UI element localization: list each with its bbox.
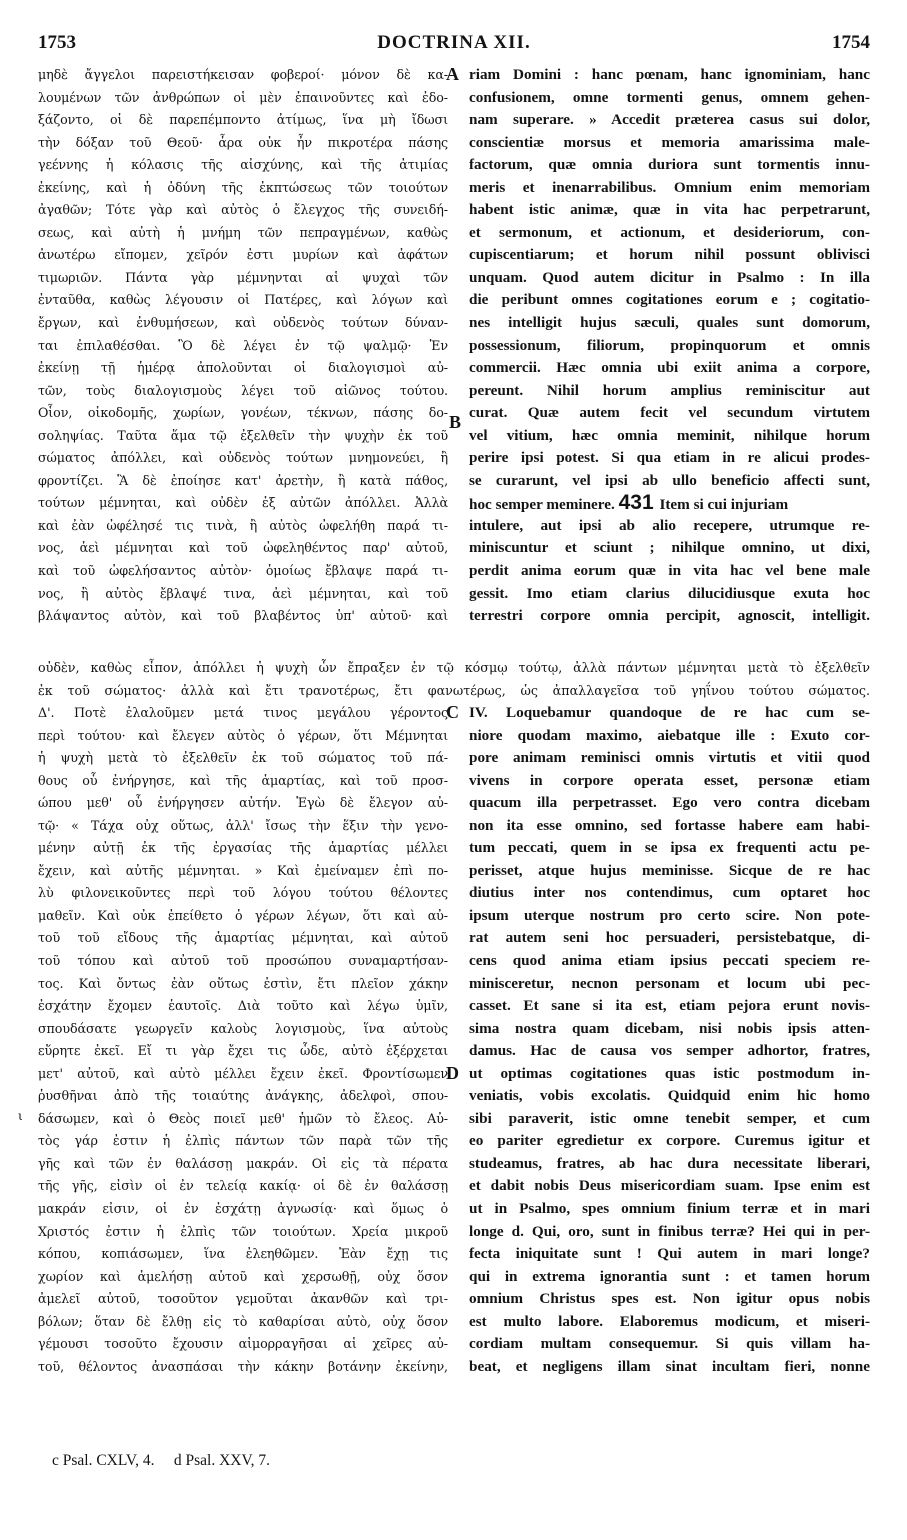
text-line: pore animam reminisci omnis virtutis et vitii quod [469,749,870,767]
section-marker-c: C [446,702,459,722]
text-line: γέμουσι τοσοῦτο ἔχουσιν αἱμορραγῆσαι αἱ χεῖρες αὐ- [38,1336,448,1352]
text-line: curat. Quæ autem fecit vel secundum virtutem [469,404,870,422]
footnote-d: d Psal. XXV, 7. [173,1452,271,1469]
text-line: φροντίζει. Ἃ δὲ ἐποίησε κατ' ἀρετὴν, ἢ κατὰ πάθος, [38,472,448,488]
latin-column-top [469,64,870,628]
text-line: habent istic animæ, quæ in vita hac perpetrarunt, [469,201,870,219]
text-line: cens quod anima etiam ipsius peccati speciem re- [469,952,870,970]
text-line: τος. Καὶ ὄντως ἐὰν οὕτως ἐστὶν, ἔτι πλεῖον χάκην [38,975,448,991]
page-number-left: 1753 [38,32,76,53]
text-line: niore quodam maximo, aiebatque ille : Exuto cor- [469,726,870,744]
text-line: τῆς γῆς, εἰσὶν οἱ ἐν τελείᾳ κακίᾳ· οἱ δὲ ἐν θαλάσσῃ [38,1178,448,1194]
text-line: χωρίον καὶ ἀμελήσῃ αὐτοῦ καὶ χερσωθῇ, οὐχ ὅσον [38,1268,448,1284]
text-line: τοῦ, θέλοντος ἀνασπάσαι τὴν κάκην βοτάνην ἐκείνην, [38,1358,448,1374]
text-line: ἡ ψυχὴ μετὰ τὸ ἐξελθεῖν ἐκ τοῦ σώματος τοῦ πά- [38,750,448,766]
text-line: et sermonum, et actionum, et desideriorum, con- [469,223,870,241]
text-line: beat, et negligens illam sinat incultam fieri, nonne [469,1357,870,1375]
text-line [469,492,870,515]
latin-column-bottom [469,702,870,1378]
text-line: minisceretur, necnon personam et locum ubi pec- [469,974,870,992]
page-mark: 431 [618,492,660,515]
text-line: fecta iniquitate sunt ! Qui autem in mari longe? [469,1245,870,1263]
text-line: studeamus, fratres, ab hac dura necessitate liberari, [469,1154,870,1172]
text-line: λουμένων τῶν ἀνθρώπων οἱ μὲν ἐπαινοῦντες καὶ ἐδο- [38,89,448,105]
section-marker-a: A [446,64,459,84]
text-line: μακράν εἰσιν, οἱ ἐν ἐσχάτῃ ἀγνωσίᾳ· καὶ ὅμως ὁ [38,1201,448,1217]
text-line: μετ' αὐτοῦ, καὶ αὐτὸ μέλλει ἔχειν ἐκεῖ. Φροντίσωμεν [38,1065,448,1081]
footnote-e: c Psal. CXLV, 4. [52,1452,155,1469]
text-line: cordiam multam consequemur. Si quis villam ha- [469,1335,870,1353]
text-line: omnium Christus spes est. Non igitur opus nobis [469,1290,870,1308]
footnotes [52,1452,652,1470]
text-line: ἐκείνῃ τῇ ἡμέρᾳ ἀπολοῦνται οἱ διαλογισμοὶ αὐ- [38,360,448,376]
text-line: τοῦ τοῦ εἴδους τῆς ἁμαρτίας μέμνηται, καὶ αὐτοῦ [38,930,448,946]
text-line: τοῦ τόπου καὶ αὐτοῦ τοῦ προσώπου συναμαρτήσαν- [38,953,448,969]
text-line: ἔργων, καὶ ἐνθυμήσεων, καὶ οὐδενὸς τούτων δύναν- [38,315,448,331]
text-line: pereunt. Nihil horum amplius reminiscitur aut [469,381,870,399]
text-line: confusionem, omne tormenti genus, omnem gehen- [469,88,870,106]
margin-mark: ι [18,1109,23,1123]
text-line: tum peccati, quem in se ipsa ex frequenti actu pe- [469,839,870,857]
text-line: γῆς καὶ τῶν ἐν θαλάσσῃ μακράν. Οἱ εἰς τὰ πέρατα [38,1155,448,1171]
text-line: ώπου μεθ' οὗ ἐνήργησεν αὐτήν. Ἐγὼ δὲ ἔλεγον αὐ- [38,795,448,811]
text-line: perisset, atque hujus meminisse. Sicque de re hac [469,861,870,879]
text-line: ipsum uterque nostrum pro certo scire. Non pote- [469,906,870,924]
text-line: τῷ· « Τάχα οὐχ οὕτως, ἀλλ' ἴσως τὴν ἕξιν τὴν γενο- [38,817,448,833]
text-line: μένην αὐτῇ ἐκ τῆς ἐργασίας τῆς ἁμαρτίας μέλλει [38,840,448,856]
text-line: intulere, aut ipsi ab alio recepere, utrumque re- [469,516,870,534]
text-line: unquam. Quod autem dicitur in Psalmo : In illa [469,268,870,286]
greek-column-bottom [38,702,448,1378]
text-line: gessit. Imo etiam clarius dilucidiusque exuta hoc [469,584,870,602]
text-line: τούτων μέμνηται, καὶ οὐδὲν ἐξ αὐτῶν ἀπόλλει. Ἀλλὰ [38,495,448,511]
text-line: terrestri corpore omnia percipit, agnoscit, intelligit. [469,607,870,625]
text-line: et dabit nobis Deus misericordiam suam. Ipse enim est [469,1177,870,1195]
text-line: qui in extrema ignorantia sunt : et tamen horum [469,1267,870,1285]
text-line: σεως, καὶ αὐτὴ ἡ μνήμη τῶν πεπραγμένων, καθὼς [38,224,448,240]
text-line: νος, ἢ αὐτὸς ἔβλαψέ τινα, ἀεὶ μέμνηται, καὶ τοῦ [38,585,448,601]
text-line: ται ἐπιλαθέσθαι. Ὃ δὲ λέγει ἐν τῷ ψαλμῷ· Ἐν [38,337,448,353]
text-line: βλάψαντος αὐτὸν, καὶ τοῦ βλαβέντος ὑπ' αὐτοῦ· καὶ [38,608,448,624]
text-line: rat autem seni hoc persuaderi, persistebatque, di- [469,929,870,947]
text-line: τὸς γάρ ἐστιν ἡ ἐλπὶς πάντων τῶν παρὰ τῶν τῆς [38,1133,448,1149]
greek-column-top [38,64,448,628]
text-line: θους οὗ ἐνήργησε, καὶ τῆς ἁμαρτίας, καὶ τοῦ προσ- [38,772,448,788]
text-line: καὶ τοῦ ὠφελήσαντος αὐτὸν· ὁμοίως ἔβλαψε παρά τι- [38,563,448,579]
text-line: τιμωριῶν. Πάντα γὰρ μέμνηνται αἱ ψυχαὶ τῶν [38,269,448,285]
text-line: περὶ τούτου· καὶ ἔλεγεν αὐτὸς ὁ γέρων, ὅτι Μέμνηται [38,727,448,743]
text-line: καὶ ἐὰν ὠφέλησέ τις τινὰ, ἢ αὐτὸς ὠφελήθη παρά τι- [38,517,448,533]
text-line: τὴν δόξαν τοῦ Θεοῦ· ἆρα οὐκ ἦν πικροτέρα πάσης [38,134,448,150]
text-line: λὺ φιλονεικοῦντες περὶ τοῦ λόγου τούτου θέλοντες [38,885,448,901]
text-line: ἀγαθῶν; Τότε γὰρ καὶ αὐτὸς ὁ ἔλεγχος τῆς συνειδή- [38,202,448,218]
text-line: sima nostra quam dicebam, nisi nobis ipsis atten- [469,1019,870,1037]
text-line: factorum, quæ omnia duriora sunt tormentis innu- [469,156,870,174]
text-line: ἐκείνης, καὶ ἡ ὀδύνη τῆς ἐκπτώσεως τῶν τοιούτων [38,179,448,195]
running-title: DOCTRINA XII. [377,32,531,53]
text-line: diutius inter nos contendimus, cum optaret hoc [469,884,870,902]
page-header [38,32,870,62]
text-line: τῶν, τοὺς διαλογισμοὺς λέγει τοῦ αἰῶνος τούτου. [38,382,448,398]
text-line: ut optimas cogitationes quas istic postmodum in- [469,1064,870,1082]
text-line: κόπου, κοπιάσωμεν, ἵνα ἐλεηθῶμεν. Ἐὰν ἔχῃ τις [38,1246,448,1262]
text-line: perire ipsi potest. Si qua etiam in re alicui prodes- [469,449,870,467]
text-line: possessionum, filiorum, propinquorum et omnis [469,336,870,354]
text-line: οὐδὲν, καθὼς εἶπον, ἀπόλλει ἡ ψυχὴ ὧν ἔπραξεν ἐν τῷ κόσμῳ τούτῳ, ἀλλὰ πάντων μέμνηται μετὰ τὸ ἐξελθεῖν [38,660,870,675]
text-line: IV. Loquebamur quandoque de re hac cum se- [469,704,870,721]
section-marker-b: B [449,412,462,432]
text-line: ἐκ τοῦ σώματος· ἀλλὰ καὶ ἔτι τρανοτέρως, ἔτι φανωτέρως, ὡς ἀπαλλαγεῖσα τοῦ γηΐνου τούτου σώματος. [38,682,870,698]
text-line-part: hoc semper meminere. [469,496,615,514]
page-number-right: 1754 [832,32,870,53]
text-line: γεέννης ἡ κόλασις τῆς αἰσχύνης, καὶ τῆς ἀτιμίας [38,157,448,173]
text-line: εὕρητε ἐκεῖ. Εἴ τι γὰρ ἔχει τις ὧδε, αὐτὸ ἐξέρχεται [38,1043,448,1059]
text-line: ἀμελεῖ αὐτοῦ, τοσοῦτον γεμοῦται ἀκανθῶν καὶ τρι- [38,1291,448,1307]
text-line: meris et inenarrabilibus. Omnium enim memoriam [469,178,870,196]
text-line: eo pariter egredietur ex corpore. Curemus igitur et [469,1132,870,1150]
text-line: se curarunt, vel ipsi ab ullo beneficio affecti sunt, [469,471,870,489]
full-width-greek-lines [38,657,870,702]
text-line: est multo labore. Elaboremus modicum, et miseri- [469,1312,870,1330]
text-line: casset. Et sane si ita est, etiam pejora erunt novis- [469,997,870,1015]
section-marker-d: D [446,1063,459,1083]
text-line: die peribunt omnes cogitationes eorum e ; cogitatio- [469,291,870,309]
text-line: conscientiæ morsus et memoria amarissima male- [469,133,870,151]
text-line: ἀνωτέρω εἴπομεν, χεῖρόν ἐστι μυρίων καὶ ἀφάτων [38,247,448,263]
text-line: nam superare. » Accedit præterea casus sui dolor, [469,111,870,129]
text-line: damus. Hac de causa vos semper adhortor, fratres, [469,1042,870,1060]
text-line: Δ'. Ποτὲ ἐλαλοῦμεν μετά τινος μεγάλου γέροντος [38,705,448,720]
text-line-part: Item si cui injuriam [659,496,789,514]
text-line: perdit anima eorum quæ in vita hac vel bene male [469,562,870,580]
text-line: longe d. Qui, oro, sunt in finibus terræ? Hei qui in per- [469,1222,870,1240]
text-line: νος, ἀεὶ μέμνηται καὶ τοῦ ὠφεληθέντος παρ' αὐτοῦ, [38,540,448,556]
text-line: Οἷον, οἰκοδομῆς, χωρίων, γονέων, τέκνων, πάσης δο- [38,405,448,421]
text-line: ἔχειν, καὶ αὐτῆς μέμνηται. » Καὶ ἐμείναμεν ἐπὶ πο- [38,862,448,878]
text-line: ῥυσθῆναι ἀπὸ τῆς τοιαύτης ἀνάγκης, ἀδελφοὶ, σπου- [38,1088,448,1104]
text-line: cupiscentiarum; et horum nihil possunt oblivisci [469,246,870,264]
text-line: μηδὲ ἄγγελοι παρειστήκεισαν φοβεροί· μόνον δὲ κα- [38,67,448,82]
text-line: σπουδάσατε γεωργεῖν καλοὺς λογισμοὺς, ἵνα αὐτοὺς [38,1020,448,1036]
text-line: μαθεῖν. Καὶ οὐκ ἐπείθετο ὁ γέρων λέγων, ὅτι καὶ αὐ- [38,907,448,923]
text-line: non ita esse omnino, sed fortasse habere eam habi- [469,816,870,834]
text-line: ξάζοντο, οἱ δὲ παρεπέμποντο ἀτίμως, ἵνα μὴ ἴδωσι [38,112,448,128]
text-line: σώματος ἀπόλλει, καὶ οὐδενὸς τούτων μνημονεύει, ἢ [38,450,448,466]
text-line: ἐνταῦθα, καθὼς λέγουσιν οἱ Πατέρες, καὶ λόγων καὶ [38,292,448,308]
text-line: veniatis, vobis excolatis. Quidquid enim hic homo [469,1087,870,1105]
text-line: βόλων; ὅταν δὲ ἔλθῃ εἰς τὸ καθαρίσαι αὐτὸ, οὐχ ὅσον [38,1313,448,1329]
text-line: riam Domini : hanc pœnam, hanc ignominiam, hanc [469,66,870,83]
text-line: ἐσχάτην ἔχομεν ἑαυτοῖς. Διὰ τοῦτο καὶ λέγω ὑμῖν, [38,998,448,1014]
text-line: δάσωμεν, καὶ ὁ Θεὸς ποιεῖ μεθ' ἡμῶν τὸ ἔλεος. Αὐ- [38,1110,448,1126]
text-line: vel vitium, hæc omnia meminit, nihilque horum [469,426,870,444]
text-line: ut in Psalmo, spes omnium finium terræ et in mari [469,1200,870,1218]
text-line: Χριστός ἐστιν ἡ ἐλπὶς τῶν τοιούτων. Χρεία μικροῦ [38,1223,448,1239]
text-line: sibi paraverit, istic omne tenebit semper, et cum [469,1109,870,1127]
text-line: σοληψίας. Ταῦτα ἅμα τῷ ἐξελθεῖν τὴν ψυχὴν ἐκ τοῦ [38,427,448,443]
text-line: quacum illa perpetrasset. Ego vero contra dicebam [469,794,870,812]
text-line: nes intelligit hujus sæculi, quales sunt domorum, [469,314,870,332]
text-line: miniscuntur et sciunt ; nihilque omnino, ut dixi, [469,539,870,557]
text-line: vivens in corpore operata esset, personæ etiam [469,771,870,789]
text-line: commercii. Hæc omnia ubi exiit anima a corpore, [469,359,870,377]
